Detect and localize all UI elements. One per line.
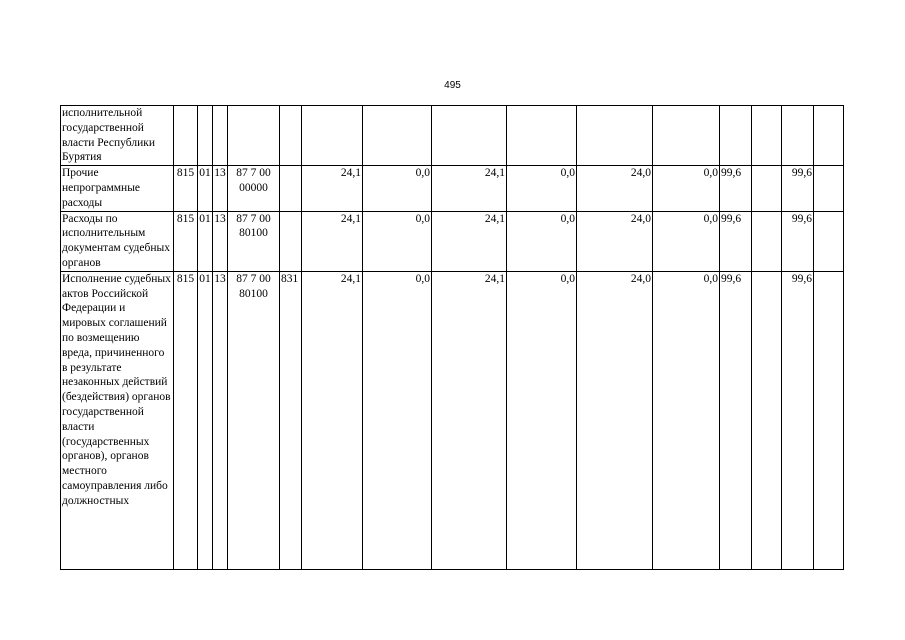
table-row bbox=[61, 106, 844, 166]
value-executed-federal bbox=[653, 106, 720, 166]
percent-adjusted-federal bbox=[814, 271, 844, 569]
budget-table bbox=[60, 105, 844, 570]
row-name: Расходы по исполнительным документам судебных органов bbox=[61, 211, 174, 271]
code-vr bbox=[280, 106, 302, 166]
percent-adjusted-federal bbox=[814, 166, 844, 211]
percent-plan: 99,6 bbox=[720, 166, 752, 211]
percent-adjusted bbox=[782, 106, 814, 166]
value-executed-federal: 0,0 bbox=[653, 166, 720, 211]
table-row bbox=[61, 211, 844, 271]
percent-federal bbox=[752, 271, 782, 569]
value-executed: 24,0 bbox=[577, 166, 653, 211]
value-adjusted: 24,1 bbox=[432, 166, 507, 211]
value-plan-federal: 0,0 bbox=[363, 271, 432, 569]
percent-plan: 99,6 bbox=[720, 211, 752, 271]
value-executed-federal: 0,0 bbox=[653, 271, 720, 569]
table-row bbox=[61, 166, 844, 211]
value-plan-federal: 0,0 bbox=[363, 166, 432, 211]
code-pr: 13 bbox=[213, 166, 228, 211]
percent-adjusted-federal bbox=[814, 106, 844, 166]
table-row bbox=[61, 271, 844, 569]
value-adjusted-federal: 0,0 bbox=[507, 166, 577, 211]
percent-plan bbox=[720, 106, 752, 166]
value-adjusted: 24,1 bbox=[432, 271, 507, 569]
value-plan: 24,1 bbox=[302, 211, 363, 271]
code-rz: 01 bbox=[198, 211, 213, 271]
value-plan bbox=[302, 106, 363, 166]
code-ved bbox=[174, 106, 198, 166]
code-pr: 13 bbox=[213, 211, 228, 271]
code-vr bbox=[280, 211, 302, 271]
code-rz: 01 bbox=[198, 166, 213, 211]
page-number: 495 bbox=[444, 80, 461, 91]
value-adjusted-federal: 0,0 bbox=[507, 271, 577, 569]
value-executed: 24,0 bbox=[577, 211, 653, 271]
code-ved: 815 bbox=[174, 211, 198, 271]
value-plan: 24,1 bbox=[302, 271, 363, 569]
percent-federal bbox=[752, 166, 782, 211]
value-executed: 24,0 bbox=[577, 271, 653, 569]
code-pr bbox=[213, 106, 228, 166]
code-vr bbox=[280, 166, 302, 211]
percent-adjusted: 99,6 bbox=[782, 211, 814, 271]
code-csr: 87 7 00 80100 bbox=[228, 271, 280, 569]
percent-federal bbox=[752, 106, 782, 166]
value-executed-federal: 0,0 bbox=[653, 211, 720, 271]
value-plan-federal bbox=[363, 106, 432, 166]
code-rz: 01 bbox=[198, 271, 213, 569]
percent-adjusted-federal bbox=[814, 211, 844, 271]
code-csr: 87 7 00 80100 bbox=[228, 211, 280, 271]
value-plan-federal: 0,0 bbox=[363, 211, 432, 271]
percent-federal bbox=[752, 211, 782, 271]
value-adjusted: 24,1 bbox=[432, 211, 507, 271]
row-name: Исполнение судебных актов Российской Федерации и мировых соглашений по возмещению вреда, причиненного в результате незаконных действий (бездействия) органов государственной власти (государственных органов), органов местного самоуправления либо должностных bbox=[61, 271, 174, 569]
value-adjusted-federal: 0,0 bbox=[507, 211, 577, 271]
code-rz bbox=[198, 106, 213, 166]
percent-adjusted: 99,6 bbox=[782, 271, 814, 569]
row-name: Прочие непрограммные расходы bbox=[61, 166, 174, 211]
code-csr bbox=[228, 106, 280, 166]
code-vr: 831 bbox=[280, 271, 302, 569]
code-ved: 815 bbox=[174, 271, 198, 569]
value-adjusted bbox=[432, 106, 507, 166]
value-executed bbox=[577, 106, 653, 166]
value-adjusted-federal bbox=[507, 106, 577, 166]
percent-plan: 99,6 bbox=[720, 271, 752, 569]
code-ved: 815 bbox=[174, 166, 198, 211]
row-name: исполнительной государственной власти Республики Бурятия bbox=[61, 106, 174, 166]
code-pr: 13 bbox=[213, 271, 228, 569]
code-csr: 87 7 00 00000 bbox=[228, 166, 280, 211]
value-plan: 24,1 bbox=[302, 166, 363, 211]
percent-adjusted: 99,6 bbox=[782, 166, 814, 211]
